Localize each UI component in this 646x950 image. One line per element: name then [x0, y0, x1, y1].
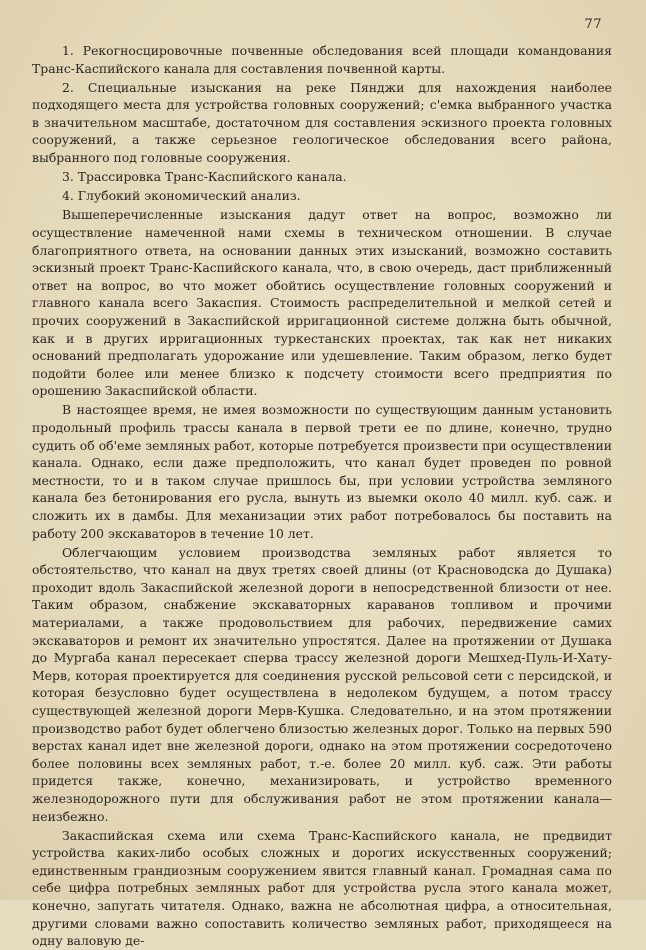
paragraph-earthworks-volume: В настоящее время, не имея возможности по существующим данным установить продольный профиль трассы канала в первой трети ее по длине, конечно, трудно судить об об'еме земляных работ, которые потребуется произвести при осуществлении канала. Однако, если даже предположить, что канал будет проведен по ровной местности, то и в таком случае пришлось бы, при условии устройства земляного канала без бетонирования его русла, вынуть из выемки около 40 милл. куб. саж. и сложить их в дамбы. Для механизации этих работ потребовалось бы поставить на работу 200 экскаваторов в течение 10 лет. [32, 402, 612, 541]
paragraph-list-item-3: 3. Трассировка Транс-Каспийского канала. [62, 169, 347, 185]
body-text [32, 42, 612, 950]
paragraph-list-item-4: 4. Глубокий экономический анализ. [62, 188, 301, 204]
page-number: 77 [584, 17, 602, 32]
paragraph-surveys-answer: Вышеперечисленные изыскания дадут ответ на вопрос, возможно ли осуществление намеченной нами схемы в техническом отношении. В случае благоприятного ответа, на основании данных этих изысканий, возможно составить эскизный проект Транс-Каспийского канала, что, в свою очередь, даст приближенный ответ на вопрос, во что может обойтись осуществление головных сооружений и главного канала всего Закаспия. Стоимость распределительной и мелкой сетей и прочих сооружений в Закаспийской ирригационной системе должна быть обычной, как и в других ирригационных туркестанских проектах, так как нет никаких оснований предполагать удорожание или удешевление. Таким образом, легко будет подойти более или менее близко к подсчету стоимости всего предприятия по орошению Закаспийской области. [32, 207, 612, 399]
paragraph-main-canal: Закаспийская схема или схема Транс-Каспийского канала, не предвидит устройства каких-либо особых сложных и дорогих искусственных сооружений; единственным грандиозным сооружением явится главный канал. Громадная сама по себе цифра потребных земляных работ для устройства русла этого канала может, конечно, запугать читателя. Однако, важна не абсолютная цифра, а относительная, другими словами важно сопоставить количество земляных работ, приходящееся на одну валовую де- [32, 827, 612, 949]
paragraph-list-item-1: 1. Рекогносцировочные почвенные обследования всей площади командования Транс-Каспийского канала для составления почвенной карты. [32, 43, 612, 76]
paragraph-list-item-2: 2. Специальные изыскания на реке Пянджи для нахождения наиболее подходящего места для устройства головных сооружений; с'емка выбранного участка в значительном масштабе, достаточном для составления эскизного проекта головных сооружений, а также серьезное геологическое обследования всего района, выбранного под головные сооружения. [32, 79, 612, 166]
paragraph-railway-conditions: Облегчающим условием производства земляных работ является то обстоятельство, что канал на двух третях своей длины (от Красноводска до Душака) проходит вдоль Закаспийской железной дороги в непосредственной близости от нее. Таким образом, снабжение экскаваторных караванов топливом и прочими материалами, а также продовольствием для рабочих, передвижение самих экскаваторов и ремонт их значительно упростятся. Далее на протяжении от Душака до Мургаба канал пересекает сперва трассу железной дороги Мешхед-Пуль-И-Хату-Мерв, которая проектируется для соединения русской рельсовой сети с персидской, и которая безусловно будет осуществлена в недолеком будущем, а потом трассу существующей железной дороги Мерв-Кушка. Следовательно, и на этом протяжении производство работ будет облегчено близостью железных дорог. Только на первых 590 верстах канал идет вне железной дороги, однако на этом протяжении сосредоточено более половины всех земляных работ, т.-е. более 20 милл. куб. саж. Эти работы придется также, конечно, механизировать, и устройство временного железнодорожного пути для обслуживания работ не этом протяжении канала—неизбежно. [32, 544, 612, 824]
